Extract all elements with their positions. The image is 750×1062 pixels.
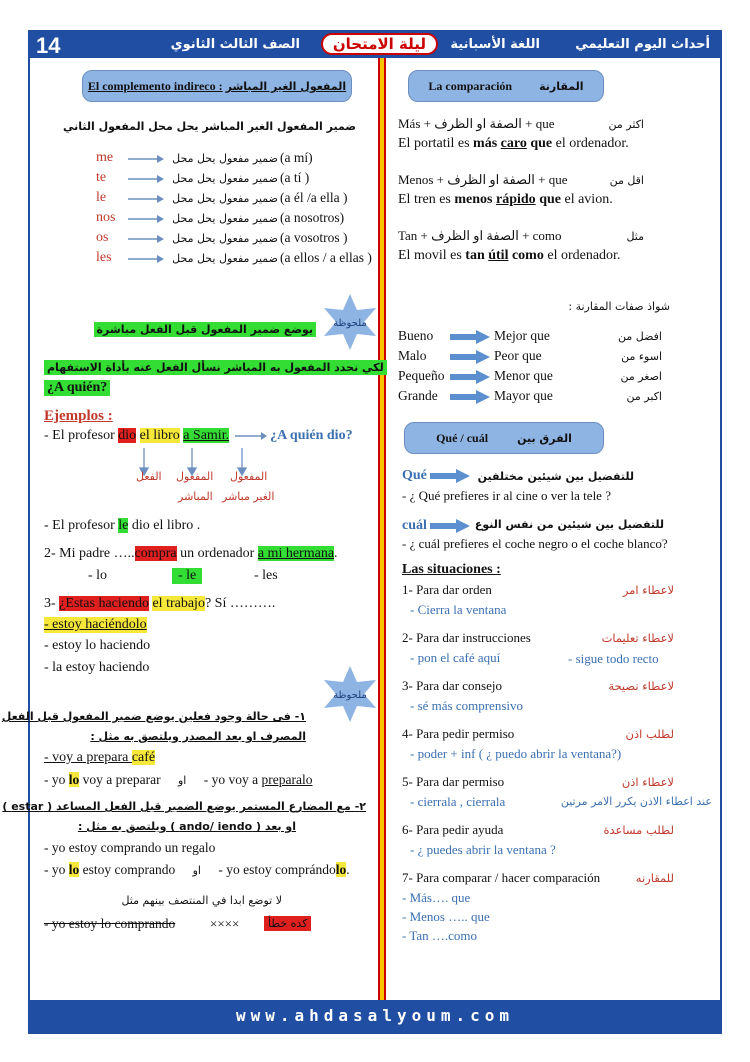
ex2-verb: compra [134,546,177,561]
irregular-base: Malo [398,348,427,363]
que-row [402,468,470,484]
pronoun-ar: ضمير مفعول يحل محل [172,192,278,205]
irregular-title: شواذ صفات المقارنة : [568,300,670,313]
situation-example: - sé más comprensivo [410,698,524,713]
r2-ex2-pre: - yo [44,862,69,877]
right-title-box [408,70,604,102]
r2-ex2-dot: . [346,862,350,877]
situation-meaning: لطلب مساعدة [603,823,674,837]
rule-2-example-1: - yo estoy comprando un regalo [44,840,216,855]
situation-example: - poder + inf ( ¿ puedo abrir la ventana?) [410,746,622,761]
irregular-base: Grande [398,388,438,403]
situation-meaning: للمقارنه [635,871,674,885]
example-bold-underlined: útil [488,248,509,263]
label-od-2: المباشر [178,490,213,503]
situation-title: 3- Para dar consejo [402,678,502,693]
label-oi-2: الغير مباشر [222,490,275,503]
example-bold: más [473,136,501,151]
ex2-mid: un ordenador [176,546,258,561]
note-2: لكي نحدد المفعول به المباشر نسأل الفعل عنه بأداة الاستفهام [44,360,387,375]
pronoun-row [38,250,372,270]
situation-title: 4- Para pedir permiso [402,726,515,741]
grade-label: الصف الثالث الثانوي [170,37,300,52]
note-2-label: ملحوظة [333,690,367,701]
que-example: - ¿ Qué prefieres ir al cine o ver la tele ? [402,488,611,503]
example-bold: menos [454,192,496,207]
cual-meaning: للتفضيل بين شيئين من نفس النوع [474,518,664,531]
irregular-comparative: Mayor que [494,388,553,403]
ex2-option-lo: - lo [88,568,108,583]
example-post: el avion. [560,192,613,207]
situation-meaning: لاعطاء تعليمات [601,631,674,645]
pronoun-paren: (a vosotros ) [280,230,348,245]
right-title-ar: المقارنة [539,80,584,93]
pronoun-ar: ضمير مفعول يحل محل [172,232,278,245]
label-oi-1: المفعول [230,470,268,483]
subject-name: اللغة الأسبانية [450,37,540,52]
pronoun-ar: ضمير مفعول يحل محل [172,172,278,185]
compare-example-tan [398,248,620,264]
que-cual-title-ar: الفرق بين [517,432,572,445]
situation-example-2: - sigue todo recto [568,651,659,666]
arrow-right-icon [126,254,164,264]
pronoun-paren: (a tí ) [280,170,310,185]
ex1b-pre: - El profesor [44,518,119,533]
r1-ex2-alt-pre: - yo voy a [203,772,262,787]
pronoun-row [38,210,372,230]
irregular-base: Bueno [398,328,434,343]
pronoun-paren: (a mí) [280,150,313,165]
wrong-tag: كده خطأ [264,916,311,931]
irregular-comparative: Menor que [494,368,553,383]
pronoun-paren: (a nosotros) [280,210,345,225]
ejemplos-heading: Ejemplos : [44,408,113,424]
ex1b-post: dio el libro . [128,518,201,533]
rule-2a: ٢- مع المضارع المستمر يوضع الضمير قبل الفعل المساعد ( estar ) [2,800,366,813]
pronoun-row [38,190,372,210]
ex3-option-3: - la estoy haciendo [44,660,150,675]
irregular-meaning: اسوء من [621,350,662,363]
pronoun-row [38,150,372,170]
irregular-comparative: Mejor que [494,328,550,343]
arrow-right-icon [126,154,164,164]
ex3-verb: ¿Estas haciendo [59,596,149,611]
situation-title: 2- Para dar instrucciones [402,630,531,645]
r2-ex2-alt-pre: - yo estoy comprándo [218,862,336,877]
ex3-object: el trabajo [152,596,205,611]
situation-example: - ¿ puedes abrir la ventana ? [410,842,556,857]
example-pre: El movil es [398,248,466,263]
ex3-post: ? Sí ………. [204,596,276,611]
example-bold-underlined: rápido [496,192,536,207]
footer-url: www.ahdasalyoum.com [30,1000,720,1032]
note-2-star-icon [320,664,380,724]
cual-word: cuál [402,518,427,533]
ex1-object: el libro [139,428,180,443]
ex2-pre: 2- Mi padre ….. [44,546,135,561]
comparar-item: - Menos ….. que [402,909,490,924]
r1-ex2-or: او [177,774,187,787]
pronoun-es: me [96,150,114,165]
right-title-es: La comparación [428,79,513,93]
ex3-option-2: - estoy lo haciendo [44,638,151,653]
example-bold-underlined: caro [500,136,527,151]
block-arrow-icon [450,330,490,344]
page-number: 14 [36,33,61,58]
wrong-example: - yo estoy lo comprando [44,916,176,931]
arrow-right-icon [126,214,164,224]
pronoun-row [38,230,372,250]
example-pre: El portatil es [398,136,474,151]
situation-example: - pon el café aquí [410,650,501,665]
example-bold-2: que [526,136,553,151]
ex1-indirect: a Samir. [183,428,230,443]
situation-title: 1- Para dar orden [402,582,492,597]
compare-rule-mas: Más + الصفة او الظرف + que [398,116,555,131]
pronoun-es: le [96,190,107,205]
compare-example-menos [398,192,613,208]
r1-ex2-lo: lo [68,772,80,787]
label-verb: الفعل [136,470,162,483]
left-title-box [82,70,352,102]
irregular-base: Pequeño [398,368,445,383]
pronoun-ar: ضمير مفعول يحل محل [172,212,278,225]
cual-example: - ¿ cuál prefieres el coche negro o el coche blanco? [402,536,668,551]
block-arrow-icon [450,370,490,384]
rule-2b: او بعد ( ando/ iendo ) ويلتصق به مثل : [77,820,296,833]
r1-ex2-pre: - yo [44,772,69,787]
ex1-question: ¿A quién dio? [270,428,353,443]
example-3 [44,596,275,612]
situation-example: - cierrala , cierrala [410,794,506,809]
compare-rule-tan: Tan + الصفة او الظرف + como [398,228,562,243]
example-2 [44,546,338,562]
pronoun-ar: ضمير مفعول يحل محل [172,152,278,165]
irregular-meaning: افضل من [618,330,662,343]
compare-example-mas [398,136,629,152]
pronoun-paren: (a él /a ella ) [280,190,348,205]
example-bold-2: que [535,192,561,207]
ex2-option-le: - le [172,568,202,584]
arrow-right-icon [126,234,164,244]
irregular-meaning: اكبر من [626,390,662,403]
que-cual-title-es: Qué / cuál [436,431,489,445]
page [1,30,722,1034]
left-title-es: El complemento indireco : [87,79,223,93]
pronoun-row [38,170,372,190]
note-label: ملحوظة [333,318,367,329]
pronoun-es: les [96,250,112,265]
example-1 [44,428,353,444]
example-1b [44,518,200,534]
ex3-pre: 3- [44,596,60,611]
arrow-right-icon [126,194,164,204]
que-meaning: للتفضيل بين شيئين مختلفين [477,470,634,483]
situation-title: 5- Para dar permiso [402,774,505,789]
r1-ex1-pre: - voy a prepara [44,750,132,765]
situation-meaning: لطلب اذن [625,727,674,741]
r1-ex2-alt-underline: preparalo [261,772,313,787]
situation-example: - Cierra la ventana [410,602,507,617]
rule-1-example-2 [44,772,312,788]
pronoun-paren: (a ellos / a ellas ) [280,250,372,265]
rule-2-example-2 [44,862,350,878]
r1-ex1-highlight: café [131,750,156,765]
compare-meaning-tan: مثل [626,230,644,243]
situation-meaning: لاعطاء اذن [621,775,674,789]
xxxx-mark: ×××× [210,916,240,931]
label-od-1: المفعول [176,470,214,483]
block-arrow-icon [450,390,490,404]
arrow-right-icon [233,431,267,441]
situaciones-heading: Las situaciones : [402,562,501,577]
site-name: أحداث اليوم التعليمي [575,37,710,52]
situation-meaning: لاعطاء امر [622,583,674,597]
rule-1a: ١- فى حالة وجود فعلين يوضع ضمير المفعول قبل الفعل [1,710,306,723]
r2-ex2-or: او [192,864,201,877]
ex1-verb: dio [118,428,137,443]
ex1-pre: - El profesor [44,428,119,443]
ex2-option-les: - les [254,568,278,583]
example-bold-2: como [508,248,544,263]
irregular-comparative: Peor que [494,348,542,363]
left-subtitle: ضمير المفعول الغير المباشر يحل محل المفعول الثاني [62,120,356,133]
comparar-item: - Tan ….como [402,928,478,943]
pronoun-ar: ضمير مفعول يحل محل [172,252,278,265]
rule-1b: المصرف او بعد المصدر ويلتصق به مثل : [90,730,306,743]
situation-title: 7- Para comparar / hacer comparación [402,870,601,885]
ex1b-le: le [118,518,129,533]
que-word: Qué [402,468,427,483]
exam-badge: ليلة الامتحان [321,33,438,55]
ex2-dot: . [334,546,338,561]
header-bar [30,32,720,58]
que-cual-title-box [404,422,604,454]
r2-ex2-alt-lo: lo [335,862,347,877]
compare-meaning-menos: اقل من [609,174,644,187]
example-post: el ordenador. [552,136,629,151]
example-pre: El tren es [398,192,455,207]
situation-meaning: لاعطاء نصيحة [608,679,674,693]
situation-example-2: عند اعطاء الاذن يكرر الامر مرتين [560,795,712,808]
note-1: يوضع ضمير المفعول قبل الفعل مباشرة [94,322,316,337]
situation-title: 6- Para pedir ayuda [402,822,504,837]
comparar-item: - Más…. que [402,890,471,905]
r2-ex2-lo: lo [68,862,80,877]
pronoun-es: nos [96,210,116,225]
compare-meaning-mas: اكثر من [608,118,644,131]
block-arrow-icon [430,469,470,483]
ex3-option-1: - estoy haciéndolo [44,617,147,632]
arrow-right-icon [126,174,164,184]
block-arrow-icon [430,519,470,533]
example-bold: tan [465,248,489,263]
r1-ex2-mid: voy a preparar [79,772,161,787]
column-divider [378,58,386,1002]
pronoun-es: os [96,230,109,245]
cual-row [402,518,470,534]
r2-ex2-mid: estoy comprando [79,862,176,877]
left-title-ar: المفعول الغير المباشر [225,80,347,93]
block-arrow-icon [450,350,490,364]
never-note: لا توضع ابدا في المنتصف بينهم مثل [121,894,282,907]
compare-rule-menos: Menos + الصفة او الظرف + que [398,172,568,187]
rule-1-example-1 [44,750,155,766]
example-post: el ordenador. [543,248,621,263]
ex2-indirect: a mi hermana [257,546,335,561]
note-star-icon [320,292,380,352]
a-quien: ¿A quién? [44,380,110,396]
pronoun-es: te [96,170,107,185]
irregular-meaning: اصغر من [620,370,662,383]
